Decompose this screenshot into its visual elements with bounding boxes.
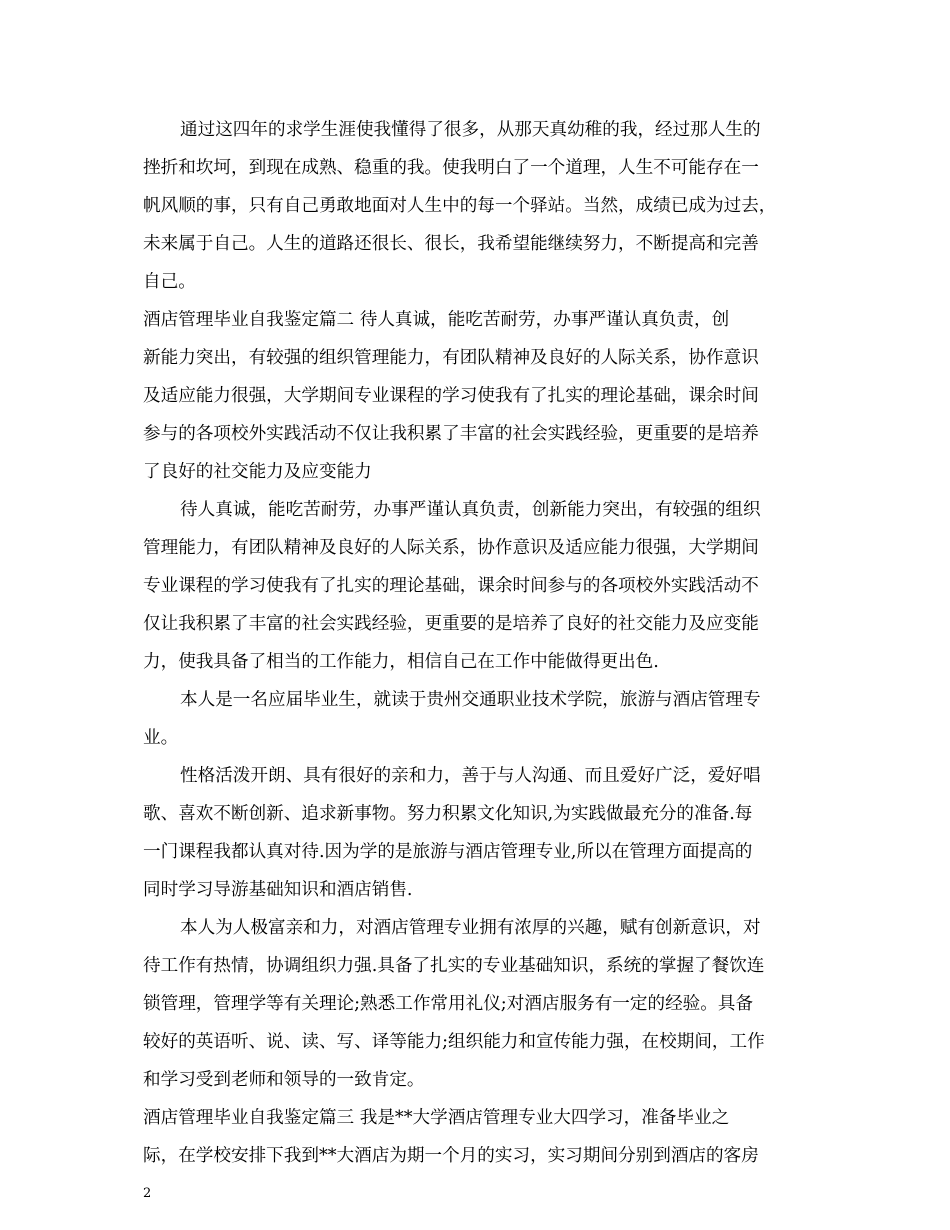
text-line: 较好的英语听、说、读、写、译等能力;组织能力和宣传能力强，在校期间，工作 xyxy=(143,1032,765,1052)
text-line: 一门课程我都认真对待.因为学的是旅游与酒店管理专业,所以在管理方面提高的 xyxy=(143,842,753,862)
text-line: 及适应能力很强，大学期间专业课程的学习使我有了扎实的理论基础，课余时间 xyxy=(143,386,759,406)
text-line: 锁管理，管理学等有关理论;熟悉工作常用礼仪;对酒店服务有一定的经验。具备 xyxy=(143,994,754,1014)
text-line: 歌、喜欢不断创新、追求新事物。努力积累文化知识,为实践做最充分的准备.每 xyxy=(143,804,753,824)
text-line: 性格活泼开朗、具有很好的亲和力，善于与人沟通、而且爱好广泛，爱好唱 xyxy=(180,766,761,786)
text-line: 挫折和坎坷，到现在成熟、稳重的我。使我明白了一个道理，人生不可能存在一 xyxy=(143,158,759,178)
text-line: 待人真诚，能吃苦耐劳，办事严谨认真负责，创新能力突出，有较强的组织 xyxy=(180,500,761,520)
text-line: 际，在学校安排下我到**大酒店为期一个月的实习，实习期间分别到酒店的客房 xyxy=(143,1146,759,1166)
text-line: 新能力突出，有较强的组织管理能力，有团队精神及良好的人际关系，协作意识 xyxy=(143,348,759,368)
text-line: 业。 xyxy=(143,728,179,748)
text-line: 自己。 xyxy=(143,272,196,292)
section-heading-line: 酒店管理毕业自我鉴定篇二 待人真诚，能吃苦耐劳，办事严谨认真负责，创 xyxy=(143,310,730,330)
text-line: 未来属于自己。人生的道路还很长、很长，我希望能继续努力，不断提高和完善 xyxy=(143,234,759,254)
text-line: 参与的各项校外实践活动不仅让我积累了丰富的社会实践经验，更重要的是培养 xyxy=(143,424,759,444)
text-line: 和学习受到老师和领导的一致肯定。 xyxy=(143,1070,425,1090)
text-line: 帆风顺的事，只有自己勇敢地面对人生中的每一个驿站。当然，成绩已成为过去， xyxy=(143,196,777,216)
text-line: 专业课程的学习使我有了扎实的理论基础，课余时间参与的各项校外实践活动不 xyxy=(143,576,759,596)
text-line: 通过这四年的求学生涯使我懂得了很多，从那天真幼稚的我，经过那人生的 xyxy=(180,120,761,140)
text-line: 管理能力，有团队精神及良好的人际关系，协作意识及适应能力很强，大学期间 xyxy=(143,538,759,558)
text-line: 待工作有热情，协调组织力强.具备了扎实的专业基础知识，系统的掌握了餐饮连 xyxy=(143,956,765,976)
text-line: 了良好的社交能力及应变能力 xyxy=(143,462,372,482)
page-number: 2 xyxy=(143,1186,152,1201)
text-line: 本人是一名应届毕业生，就读于贵州交通职业技术学院，旅游与酒店管理专 xyxy=(180,690,761,710)
text-line: 力，使我具备了相当的工作能力，相信自己在工作中能做得更出色. xyxy=(143,652,659,672)
section-heading-line: 酒店管理毕业自我鉴定篇三 我是**大学酒店管理专业大四学习，准备毕业之 xyxy=(143,1108,730,1128)
text-line: 本人为人极富亲和力，对酒店管理专业拥有浓厚的兴趣，赋有创新意识，对 xyxy=(180,918,761,938)
text-line: 仅让我积累了丰富的社会实践经验，更重要的是培养了良好的社交能力及应变能 xyxy=(143,614,759,634)
text-line: 同时学习导游基础知识和酒店销售. xyxy=(143,880,413,900)
